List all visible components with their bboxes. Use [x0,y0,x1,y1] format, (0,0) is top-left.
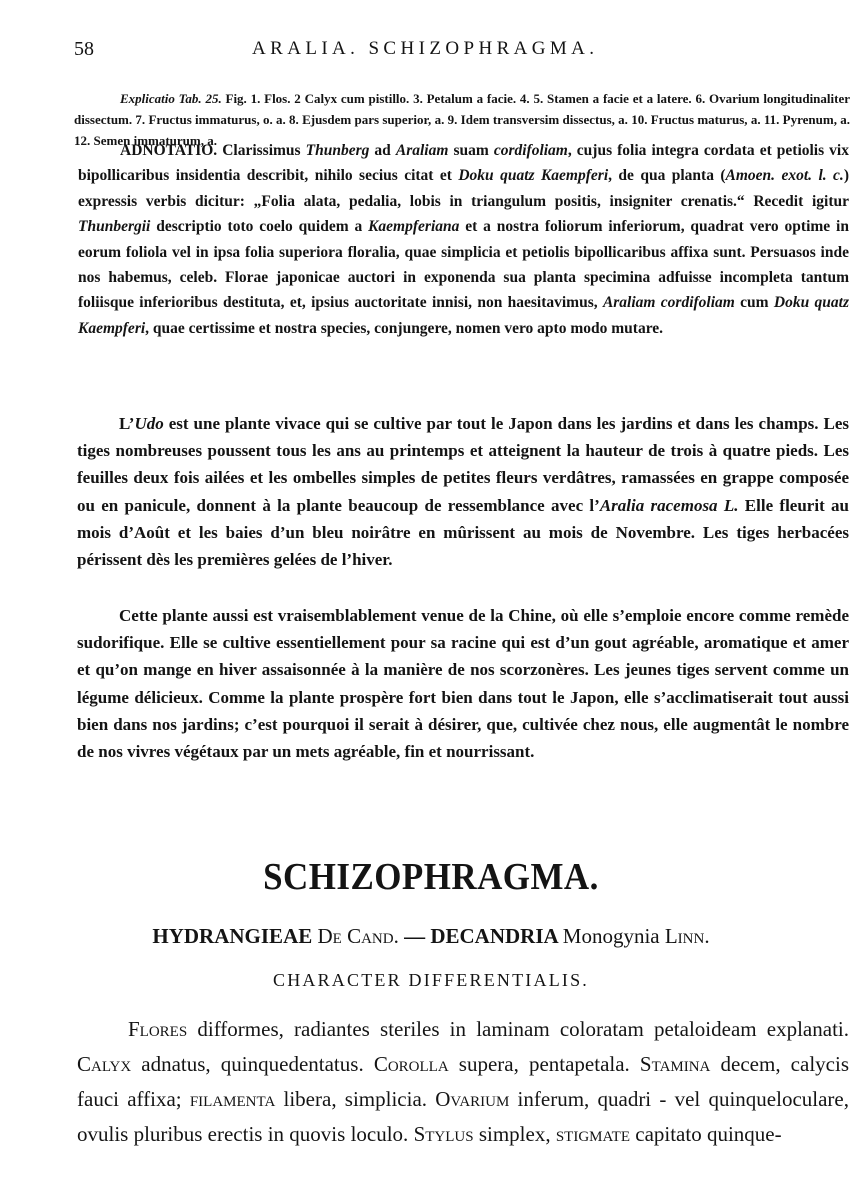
genus-title: SCHIZOPHRAGMA. [263,856,599,898]
character-text: decem, calycis fauci affixa; [77,1052,849,1111]
term-filamenta: filamenta [189,1087,276,1111]
adnotatio-italic: Amoen. exot. l. c. [725,167,844,185]
family-classification [0,924,862,949]
family-name: HYDRANGIEAE [152,924,313,948]
term-stylus: Stylus [413,1122,474,1146]
adnotatio-italic: Doku quatz Kaempferi [458,167,609,185]
adnotatio-text: descriptio toto coelo quidem a [150,218,369,236]
running-title: ARALIA. SCHIZOPHRAGMA. [252,38,599,59]
udo-text: L’ [119,414,135,433]
character-text: capitato quinque- [630,1122,782,1146]
adnotatio-text: , quae certissime et nostra species, conjungere, nomen vero apto modo mutare. [145,319,664,337]
character-text: difformes, radiantes steriles in laminam coloratam petaloideam explanati. [187,1017,849,1041]
chine-paragraph: Cette plante aussi est vraisemblablement venue de la Chine, où elle s’emploie encore comme remède sudorifique. Elle se cultive essentiellement pour sa racine qui est d’un gout agréable, aromatique et amer et qu’on mange en hiver assaisonnée à la manière de nos scorzonères. Les jeunes tiges servent comme un légume délicieux. Comme la plante prospère fort bien dans tout le Japon, elle s’acclimatiserait tout aussi bien dans nos jardins; c’est pourquoi il serait à désirer, que, cultivée chez nous, elle augmentât le nombre de nos vivres végétaux par un mets agréable, fin et nourrissant. [77,606,849,762]
term-ovarium: Ovarium [435,1087,510,1111]
udo-text: Elle fleurit au mois d’Août et les baies d’un bleu noirâtre en mûrissent au mois de Novembre. Les tiges herbacées périssent dès les premières gelées de l’hiver. [77,495,849,570]
udo-italic: Udo [134,414,164,433]
adnotatio-text: suam [448,142,494,159]
family-author: De Cand. [317,924,399,948]
dash: — [404,924,426,948]
adnotatio-italic: Araliam [395,142,449,159]
adnotatio-text: cum [734,294,774,312]
character-paragraph [77,1012,849,1152]
adnotatio-text: , de qua planta ( [608,167,726,185]
adnotatio-italic: Doku quatz Kaempferi [78,294,849,337]
adnotatio-text: ad [369,142,396,159]
adnotatio-text: , cujus folia integra cordata et petiolis vix bipollicaribus insidentia describit, nihilo secius citat et [78,142,849,185]
page-number: 58 [74,38,94,60]
term-corolla: Corolla [373,1052,449,1076]
adnotatio-italic: Kaempferiana [368,218,460,236]
character-text: supera, pentapetala. [448,1052,640,1076]
adnotatio-italic: Thunberg [305,142,370,159]
adnotatio-text: et a nostra foliorum inferiorum, quadrat vero optime in eorum foliola vel in ipsa folia superiora floralia, quae simplicia et petiolis bipollicaribus affixa sunt. Persuasos inde nos habemus, celeb. Florae japonicae auctori in exponenda sua planta specimina adfuisse incompleta tantum foliisque inferioribus destituta, et, ipsius auctoritate innisi, non haesitavimus, [78,218,849,312]
adnotatio-text: ) expressis verbis dicitur: „Folia alata, pedalia, lobis in triangulum positis, insigniter crenatis.“ Recedit igitur [78,167,849,210]
term-calyx: Calyx [77,1052,132,1076]
term-flores: Flores [128,1017,188,1041]
plate-explanation-lead: Explicatio Tab. 25. [120,91,222,106]
adnotatio-italic: Thunbergii [78,218,151,236]
term-stigmate: stigmate [555,1122,630,1146]
running-header [74,38,832,66]
character-text: simplex, [473,1122,556,1146]
adnotatio-text: ADNOTATIO. Clarissimus [120,142,306,159]
character-text: adnatus, quinquedentatus. [131,1052,374,1076]
section-heading: CHARACTER DIFFERENTIALIS. [272,970,589,990]
udo-paragraph [77,410,849,573]
linnaean-order: Monogynia [562,924,660,948]
class-author: Linn. [664,924,710,948]
udo-italic: Aralia racemosa L. [599,495,739,515]
term-stamina: Stamina [639,1052,711,1076]
udo-text: est une plante vivace qui se cultive par tout le Japon dans les jardins et dans les champs. Les tiges nombreuses poussent tous les ans au printemps et atteignent la hauteur de trois à quatre pieds. Les feuilles deux fois ailées et les ombelles simples de petites fleurs verdâtres, ramassées en grappe composée ou en panicule, donnent à la plante beaucoup de ressemblance avec l’ [77,414,849,515]
character-text: libera, simplicia. [275,1087,436,1111]
plate-explanation-text: Fig. 1. Flos. 2 Calyx cum pistillo. 3. Petalum a facie. 4. 5. Stamen a facie et a latere. 6. Ovarium longitudinaliter dissectum. 7. Fructus immaturus, o. a. 8. Ejusdem pars superior, a. 9. Idem transversim dissectus, a. 10. Fructus maturus, a. 11. Pyrenum, a. 12. Semen immaturum, a. [74,91,851,148]
character-text: inferum, quadri - vel quinqueloculare, ovulis pluribus erectis in quovis loculo. [77,1087,849,1146]
linnaean-class: DECANDRIA [430,924,558,948]
adnotatio-italic: cordifoliam [493,142,568,159]
adnotatio-paragraph [78,138,849,341]
adnotatio-italic: Araliam cordifoliam [602,294,735,312]
